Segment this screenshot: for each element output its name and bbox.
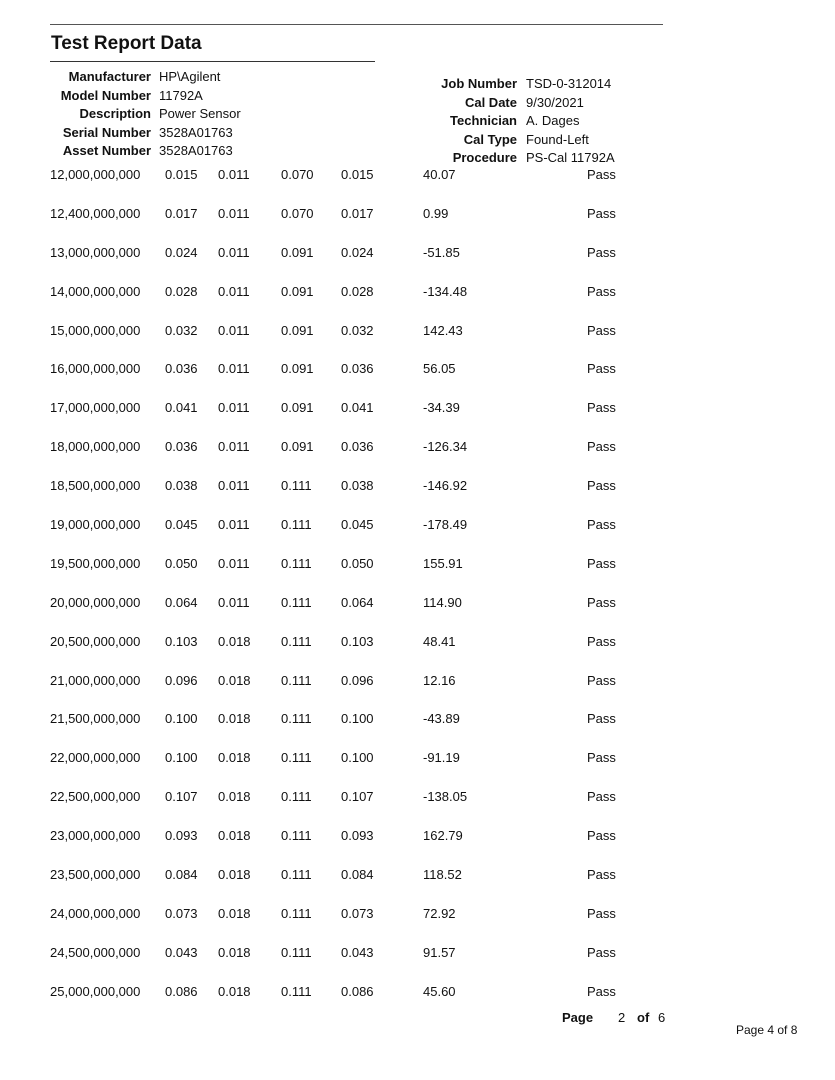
value-cell: 0.038 <box>341 478 374 494</box>
value-cell: 0.032 <box>165 322 198 338</box>
device-info-label: Serial Number <box>62 124 151 140</box>
value-cell: 0.111 <box>281 944 312 960</box>
device-info-value: Power Sensor <box>159 106 241 121</box>
table-row <box>0 360 835 399</box>
value-cell: 0.084 <box>165 867 198 883</box>
result-cell: Pass <box>587 517 616 533</box>
frequency-cell: 12,400,000,000 <box>50 205 141 221</box>
frequency-cell: 17,000,000,000 <box>50 400 141 416</box>
frequency-cell: 24,000,000,000 <box>50 905 141 921</box>
device-info-value: HP\Agilent <box>159 69 221 84</box>
value-cell: 0.018 <box>218 867 251 883</box>
result-cell: Pass <box>587 672 616 688</box>
measurement-table <box>0 166 835 1022</box>
frequency-cell: 19,000,000,000 <box>50 517 141 533</box>
frequency-cell: 13,000,000,000 <box>50 244 141 260</box>
value-cell: 48.41 <box>423 633 456 649</box>
value-cell: 0.093 <box>165 828 198 844</box>
value-cell: 0.111 <box>281 478 312 494</box>
device-info-row <box>40 68 241 87</box>
table-row <box>0 322 835 361</box>
table-row <box>0 244 835 283</box>
value-cell: -138.05 <box>423 789 468 805</box>
table-row <box>0 944 835 983</box>
value-cell: 45.60 <box>423 983 456 999</box>
value-cell: 0.018 <box>218 789 251 805</box>
value-cell: 162.79 <box>423 828 463 844</box>
value-cell: 0.024 <box>341 244 374 260</box>
frequency-cell: 16,000,000,000 <box>50 361 141 377</box>
table-row <box>0 205 835 244</box>
value-cell: 0.032 <box>341 322 374 338</box>
document-page-number: Page 4 of 8 <box>736 1023 798 1037</box>
value-cell: 0.111 <box>281 555 312 571</box>
result-cell: Pass <box>587 828 616 844</box>
value-cell: 0.011 <box>218 167 250 182</box>
value-cell: 0.018 <box>218 905 251 921</box>
value-cell: 0.096 <box>341 672 374 688</box>
value-cell: 0.111 <box>281 672 312 688</box>
value-cell: 0.103 <box>165 633 198 649</box>
device-info-label: Asset Number <box>62 143 151 158</box>
device-info-label: Model Number <box>60 87 151 103</box>
value-cell: 72.92 <box>423 905 456 921</box>
result-cell: Pass <box>587 439 616 455</box>
page-label: Page <box>562 1010 594 1025</box>
value-cell: 0.086 <box>165 983 198 999</box>
page-current: 2 <box>618 1010 626 1025</box>
result-cell: Pass <box>587 167 616 182</box>
value-cell: 0.111 <box>281 711 312 727</box>
value-cell: 0.015 <box>341 167 374 182</box>
table-row <box>0 166 835 205</box>
device-info-label: Manufacturer <box>68 69 151 84</box>
value-cell: 0.070 <box>281 167 314 182</box>
value-cell: 0.028 <box>165 283 198 299</box>
value-cell: 0.103 <box>341 633 374 649</box>
value-cell: 0.045 <box>165 517 198 533</box>
table-row <box>0 555 835 594</box>
frequency-cell: 18,500,000,000 <box>50 478 141 494</box>
value-cell: 155.91 <box>423 555 463 571</box>
value-cell: 0.064 <box>341 594 374 610</box>
frequency-cell: 12,000,000,000 <box>50 167 141 182</box>
value-cell: 0.011 <box>218 400 250 416</box>
device-info-value: 3528A01763 <box>159 124 233 140</box>
job-info-value: Found-Left <box>526 131 589 147</box>
report-title: Test Report Data <box>51 33 202 54</box>
value-cell: 0.017 <box>341 205 374 221</box>
value-cell: 0.011 <box>218 517 250 533</box>
table-row <box>0 594 835 633</box>
page-of-label: of <box>637 1010 650 1025</box>
device-info-row <box>40 105 241 124</box>
value-cell: 0.093 <box>341 828 374 844</box>
result-cell: Pass <box>587 905 616 921</box>
value-cell: 0.011 <box>218 439 250 455</box>
value-cell: 0.064 <box>165 594 198 610</box>
job-info-row <box>400 94 615 113</box>
value-cell: -146.92 <box>423 478 468 494</box>
value-cell: 0.050 <box>165 555 198 571</box>
value-cell: 0.091 <box>281 244 314 260</box>
job-info-value: 9/30/2021 <box>526 94 584 110</box>
value-cell: 0.045 <box>341 517 374 533</box>
table-row <box>0 710 835 749</box>
frequency-cell: 20,500,000,000 <box>50 633 141 649</box>
job-info-row <box>400 75 615 94</box>
value-cell: 0.107 <box>341 789 374 805</box>
value-cell: 0.091 <box>281 439 314 455</box>
value-cell: 0.111 <box>281 867 312 883</box>
top-divider <box>50 24 663 25</box>
frequency-cell: 15,000,000,000 <box>50 322 141 338</box>
device-info-label: Description <box>79 106 151 121</box>
value-cell: 0.084 <box>341 867 374 883</box>
value-cell: 0.036 <box>165 361 198 377</box>
value-cell: 0.111 <box>281 983 312 999</box>
title-underline <box>50 61 375 62</box>
value-cell: 0.050 <box>341 555 374 571</box>
table-row <box>0 827 835 866</box>
job-info-block <box>400 75 615 168</box>
result-cell: Pass <box>587 789 616 805</box>
result-cell: Pass <box>587 944 616 960</box>
job-info-label: Job Number <box>441 76 517 91</box>
value-cell: 0.018 <box>218 983 251 999</box>
value-cell: -178.49 <box>423 517 468 533</box>
table-row <box>0 516 835 555</box>
frequency-cell: 22,500,000,000 <box>50 789 141 805</box>
table-row <box>0 477 835 516</box>
job-info-label: Technician <box>450 113 517 128</box>
value-cell: 0.091 <box>281 400 314 416</box>
value-cell: 0.100 <box>165 750 198 766</box>
value-cell: 0.111 <box>281 750 312 766</box>
value-cell: -126.34 <box>423 439 468 455</box>
value-cell: 0.011 <box>218 322 250 338</box>
value-cell: 0.111 <box>281 517 312 533</box>
value-cell: -134.48 <box>423 283 468 299</box>
value-cell: 0.018 <box>218 633 251 649</box>
value-cell: 0.011 <box>218 244 250 260</box>
table-row <box>0 905 835 944</box>
device-info-row <box>40 142 241 161</box>
value-cell: 0.036 <box>165 439 198 455</box>
frequency-cell: 22,000,000,000 <box>50 750 141 766</box>
value-cell: 0.091 <box>281 322 314 338</box>
value-cell: 40.07 <box>423 167 456 182</box>
value-cell: 0.073 <box>165 905 198 921</box>
frequency-cell: 19,500,000,000 <box>50 555 141 571</box>
value-cell: 0.011 <box>218 594 250 610</box>
job-info-value: PS-Cal 11792A <box>526 150 615 165</box>
result-cell: Pass <box>587 400 616 416</box>
value-cell: 0.041 <box>341 400 374 416</box>
value-cell: 0.011 <box>218 478 250 494</box>
value-cell: 0.018 <box>218 750 251 766</box>
value-cell: 0.096 <box>165 672 198 688</box>
page-total: 6 <box>658 1010 666 1025</box>
device-info-row <box>40 87 241 106</box>
value-cell: 0.073 <box>341 905 374 921</box>
value-cell: 0.100 <box>341 750 374 766</box>
value-cell: 0.011 <box>218 361 250 377</box>
result-cell: Pass <box>587 633 616 649</box>
result-cell: Pass <box>587 750 616 766</box>
value-cell: -51.85 <box>423 244 460 260</box>
job-info-value: TSD-0-312014 <box>526 76 612 91</box>
value-cell: 0.036 <box>341 439 374 455</box>
value-cell: 12.16 <box>423 672 456 688</box>
value-cell: 0.091 <box>281 283 314 299</box>
frequency-cell: 23,000,000,000 <box>50 828 141 844</box>
table-row <box>0 633 835 672</box>
table-row <box>0 749 835 788</box>
value-cell: 56.05 <box>423 361 456 377</box>
job-info-value: A. Dages <box>526 113 580 128</box>
job-info-label: Cal Date <box>464 94 517 110</box>
result-cell: Pass <box>587 983 616 999</box>
device-info-block <box>40 68 241 161</box>
value-cell: 0.036 <box>341 361 374 377</box>
result-cell: Pass <box>587 594 616 610</box>
value-cell: 0.041 <box>165 400 198 416</box>
value-cell: 0.024 <box>165 244 198 260</box>
table-row <box>0 672 835 711</box>
result-cell: Pass <box>587 244 616 260</box>
table-row <box>0 866 835 905</box>
result-cell: Pass <box>587 867 616 883</box>
value-cell: 0.111 <box>281 633 312 649</box>
device-info-value: 11792A <box>159 87 203 103</box>
value-cell: 0.028 <box>341 283 374 299</box>
value-cell: 0.043 <box>341 944 374 960</box>
frequency-cell: 14,000,000,000 <box>50 283 141 299</box>
job-info-row <box>400 149 615 168</box>
frequency-cell: 21,500,000,000 <box>50 711 141 727</box>
job-info-label: Cal Type <box>463 131 517 147</box>
device-info-row <box>40 124 241 143</box>
result-cell: Pass <box>587 283 616 299</box>
value-cell: 0.038 <box>165 478 198 494</box>
value-cell: 0.015 <box>165 167 198 182</box>
value-cell: 0.107 <box>165 789 198 805</box>
value-cell: 0.111 <box>281 828 312 844</box>
value-cell: 0.018 <box>218 828 251 844</box>
frequency-cell: 25,000,000,000 <box>50 983 141 999</box>
value-cell: 0.043 <box>165 944 198 960</box>
value-cell: 0.100 <box>341 711 374 727</box>
value-cell: 0.011 <box>218 205 250 221</box>
value-cell: 0.017 <box>165 205 198 221</box>
result-cell: Pass <box>587 478 616 494</box>
table-row <box>0 399 835 438</box>
value-cell: 0.018 <box>218 944 251 960</box>
value-cell: 0.070 <box>281 205 314 221</box>
frequency-cell: 20,000,000,000 <box>50 594 141 610</box>
value-cell: 91.57 <box>423 944 456 960</box>
job-info-label: Procedure <box>452 150 517 165</box>
value-cell: 0.111 <box>281 905 312 921</box>
result-cell: Pass <box>587 361 616 377</box>
value-cell: 0.011 <box>218 283 250 299</box>
result-cell: Pass <box>587 555 616 571</box>
result-cell: Pass <box>587 205 616 221</box>
value-cell: -91.19 <box>423 750 460 766</box>
value-cell: 0.99 <box>423 205 449 221</box>
table-row <box>0 438 835 477</box>
value-cell: -43.89 <box>423 711 460 727</box>
frequency-cell: 18,000,000,000 <box>50 439 141 455</box>
job-info-row <box>400 112 615 131</box>
value-cell: 114.90 <box>423 594 462 610</box>
table-row <box>0 283 835 322</box>
device-info-value: 3528A01763 <box>159 143 233 158</box>
value-cell: 0.111 <box>281 789 312 805</box>
value-cell: 0.086 <box>341 983 374 999</box>
value-cell: 0.111 <box>281 594 312 610</box>
value-cell: 0.018 <box>218 711 251 727</box>
value-cell: 0.091 <box>281 361 314 377</box>
value-cell: -34.39 <box>423 400 460 416</box>
frequency-cell: 24,500,000,000 <box>50 944 141 960</box>
value-cell: 142.43 <box>423 322 463 338</box>
frequency-cell: 21,000,000,000 <box>50 672 141 688</box>
table-row <box>0 983 835 1022</box>
frequency-cell: 23,500,000,000 <box>50 867 141 883</box>
value-cell: 0.011 <box>218 555 250 571</box>
table-row <box>0 788 835 827</box>
value-cell: 118.52 <box>423 867 462 883</box>
value-cell: 0.018 <box>218 672 251 688</box>
value-cell: 0.100 <box>165 711 198 727</box>
result-cell: Pass <box>587 322 616 338</box>
result-cell: Pass <box>587 711 616 727</box>
job-info-row <box>400 131 615 150</box>
